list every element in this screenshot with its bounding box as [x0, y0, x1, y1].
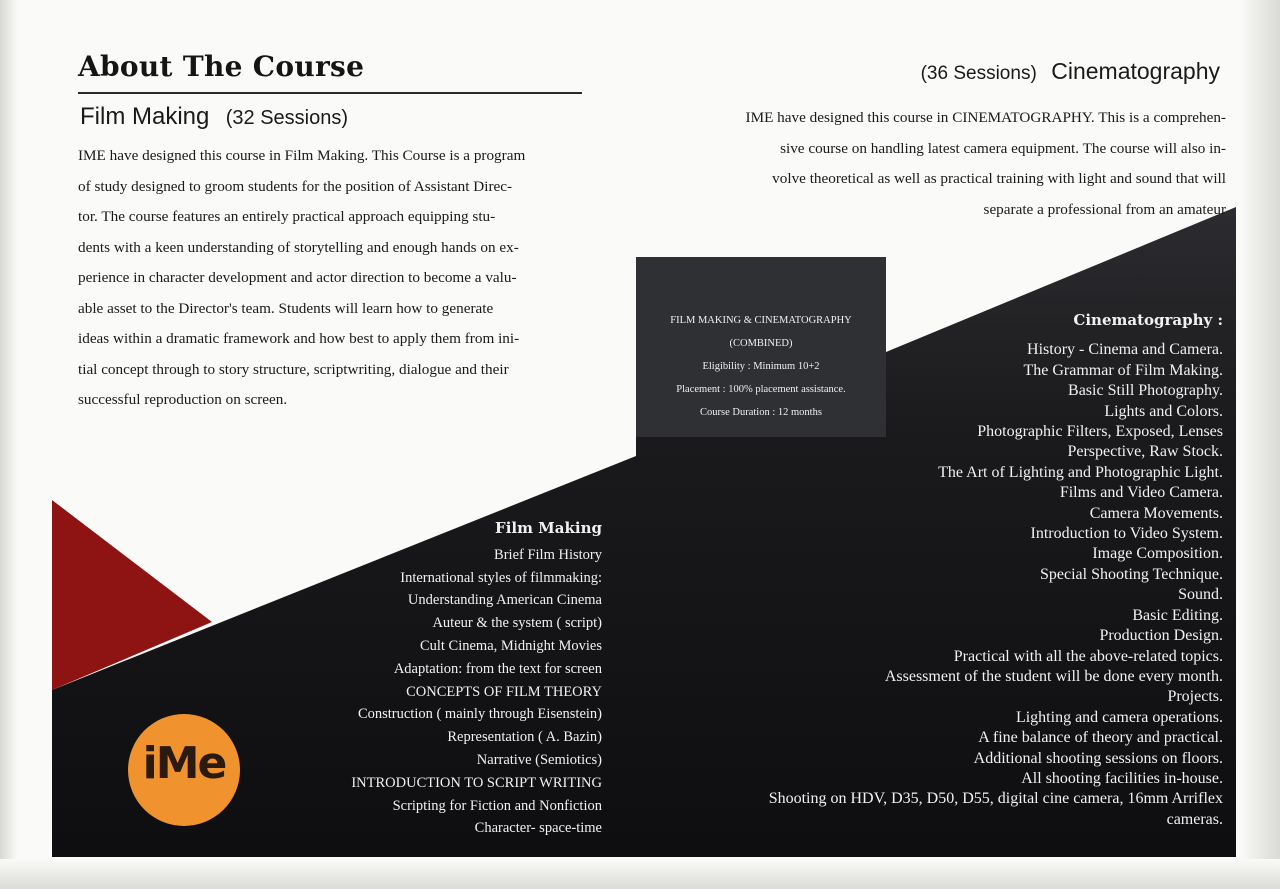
- combined-duration: Course Duration : 12 months: [700, 407, 822, 418]
- page-heading: About The Course: [78, 50, 365, 83]
- syllabus-item: Basic Editing.: [1132, 606, 1223, 624]
- syllabus-item: Additional shooting sessions on floors.: [973, 749, 1223, 767]
- logo-text: iMe: [142, 738, 226, 789]
- description-line: volve theoretical as well as practical training with light and sound that will: [772, 170, 1226, 187]
- film-making-description: [78, 141, 598, 416]
- syllabus-item: Representation ( A. Bazin): [447, 729, 602, 746]
- combined-placement: Placement : 100% placement assistance.: [676, 384, 846, 395]
- syllabus-item: Scripting for Fiction and Nonfiction: [392, 797, 602, 814]
- syllabus-item: Special Shooting Technique.: [1040, 565, 1223, 583]
- syllabus-item: Films and Video Camera.: [1059, 484, 1223, 502]
- cinematography-syllabus-heading: Cinematography :: [1073, 311, 1223, 329]
- syllabus-item: Shooting on HDV, D35, D50, D55, digital cine camera, 16mm Arriflex: [768, 790, 1223, 808]
- description-line: able asset to the Director's team. Students will learn how to generate: [78, 299, 494, 317]
- syllabus-item: A fine balance of theory and practical.: [978, 729, 1223, 747]
- combined-title: FILM MAKING & CINEMATOGRAPHY: [670, 315, 852, 326]
- description-line: successful reproduction on screen.: [78, 391, 288, 408]
- description-line: sive course on handling latest camera equipment. The course will also in-: [780, 139, 1226, 157]
- film-making-syllabus-heading: Film Making: [495, 519, 602, 537]
- syllabus-item: Production Design.: [1099, 627, 1223, 645]
- description-line: of study designed to groom students for the position of Assistant Direc-: [78, 177, 513, 195]
- film-making-title: [80, 103, 348, 131]
- combined-eligibility: Eligibility : Minimum 10+2: [702, 361, 820, 372]
- syllabus-item: Assessment of the student will be done every month.: [884, 667, 1223, 685]
- syllabus-item: Understanding American Cinema: [407, 592, 602, 609]
- cinematography-sessions: (36 Sessions): [920, 63, 1037, 84]
- description-line: tor. The course features an entirely practical approach equipping stu-: [78, 208, 496, 225]
- syllabus-item: Lights and Colors.: [1104, 402, 1223, 420]
- syllabus-item: Character- space-time: [474, 820, 602, 837]
- syllabus-item: Auteur & the system ( script): [432, 615, 602, 632]
- description-line: IME have designed this course in CINEMATOGRAPHY. This is a comprehen-: [745, 109, 1226, 126]
- syllabus-item: Introduction to Video System.: [1030, 525, 1223, 543]
- syllabus-item: Construction ( mainly through Eisenstein): [357, 706, 602, 723]
- cinematography-syllabus: [769, 310, 1223, 830]
- description-line: perience in character development and actor direction to become a valu-: [78, 269, 517, 286]
- syllabus-item: Narrative (Semiotics): [476, 751, 602, 768]
- cinematography-title: [921, 58, 1220, 85]
- syllabus-item: CONCEPTS OF FILM THEORY: [406, 683, 602, 700]
- syllabus-item: INTRODUCTION TO SCRIPT WRITING: [351, 774, 602, 791]
- description-line: tial concept through to story structure, scriptwriting, dialogue and their: [78, 360, 509, 378]
- syllabus-item: Image Composition.: [1092, 545, 1223, 563]
- syllabus-item: Lighting and camera operations.: [1015, 708, 1223, 726]
- film-making-syllabus: [351, 517, 602, 840]
- description-line: IME have designed this course in Film Making. This Course is a program: [78, 147, 526, 164]
- syllabus-item: Projects.: [1167, 688, 1223, 706]
- syllabus-item: International styles of filmmaking:: [400, 569, 602, 586]
- description-line: ideas within a dramatic framework and how best to apply them from ini-: [78, 330, 520, 347]
- description-line: dents with a keen understanding of storytelling and enough hands on ex-: [78, 238, 519, 256]
- syllabus-item: Cult Cinema, Midnight Movies: [419, 637, 602, 654]
- syllabus-item: Practical with all the above-related topics.: [953, 647, 1223, 665]
- description-line: separate a professional from an amateur: [983, 200, 1226, 218]
- cinematography-title-text: Cinematography: [1051, 58, 1220, 84]
- combined-subtitle: (COMBINED): [729, 338, 793, 349]
- syllabus-item: The Art of Lighting and Photographic Light.: [938, 463, 1223, 481]
- ime-logo-icon: [128, 714, 240, 826]
- cinematography-description: [666, 103, 1226, 225]
- syllabus-item: Basic Still Photography.: [1068, 382, 1223, 400]
- syllabus-item: Camera Movements.: [1089, 504, 1223, 522]
- syllabus-item: Adaptation: from the text for screen: [393, 660, 602, 677]
- syllabus-item: Brief Film History: [494, 546, 602, 563]
- syllabus-item: The Grammar of Film Making.: [1023, 361, 1223, 379]
- heading-underline: [78, 92, 582, 94]
- film-making-sessions: (32 Sessions): [225, 107, 349, 129]
- syllabus-item: History - Cinema and Camera.: [1027, 341, 1223, 359]
- syllabus-item: cameras.: [1166, 810, 1223, 828]
- film-making-title-text: Film Making: [80, 103, 210, 130]
- syllabus-item: All shooting facilities in-house.: [1021, 769, 1223, 787]
- syllabus-item: Photographic Filters, Exposed, Lenses: [977, 423, 1223, 441]
- syllabus-item: Sound.: [1178, 586, 1223, 604]
- syllabus-item: Perspective, Raw Stock.: [1067, 443, 1223, 461]
